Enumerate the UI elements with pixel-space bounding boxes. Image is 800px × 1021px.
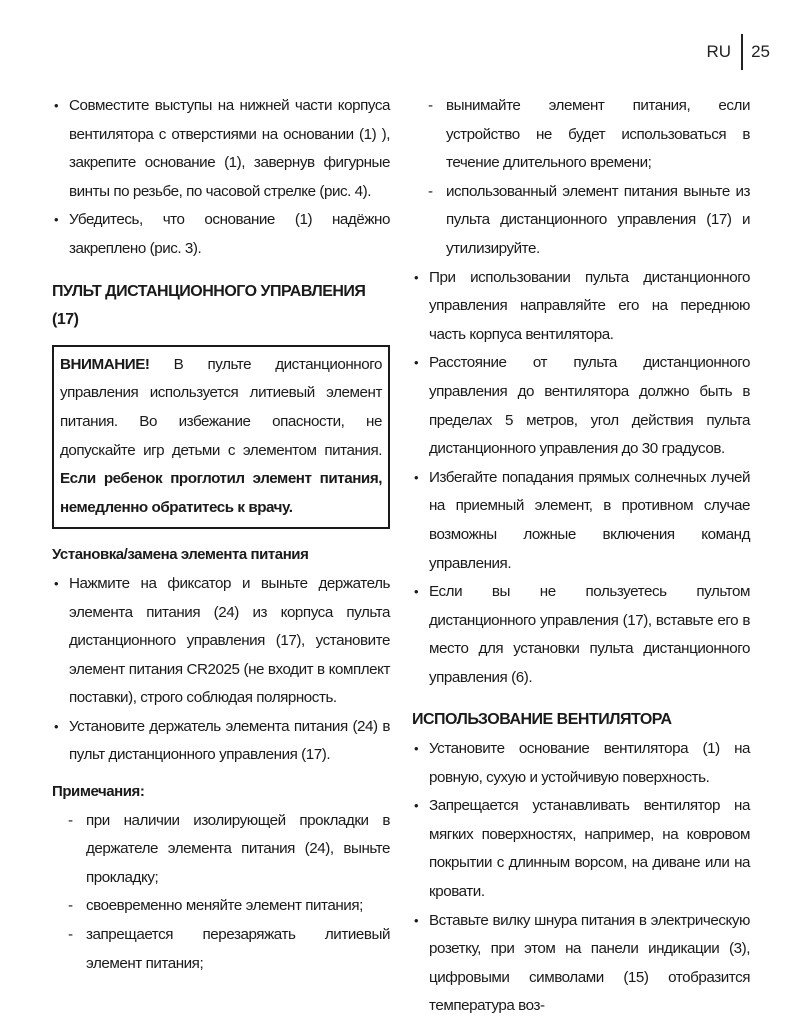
list-item: • Вставьте вилку шнура питания в электрическую розетку, при этом на панели индикации (3), цифровыми символами (15) отобразится температура воз- [412,907,750,1021]
bullet-icon: • [414,469,419,485]
bullet-icon: • [414,798,419,814]
bullet-icon: • [414,269,419,285]
battery-heading: Установка/замена элемента питания [52,546,309,564]
assembly-bullets [52,92,390,264]
list-item: • Расстояние от пульта дистанционного управления до вентилятора должно быть в пределах 5 метров, угол действия пульта дистанционного управления до 30 градусов. [412,349,750,463]
notes-list [52,807,390,979]
dash-marker: - [428,182,433,200]
list-item: • Совместите выступы на нижней части корпуса вентилятора с отверстиями на основании (1) ), закрепите основание (1), завернув фигурные винты по резьбе, по часовой стрелке (рис. 4). [52,92,390,206]
fan-usage-bullets [412,735,750,1021]
list-item: • Установите основание вентилятора (1) на ровную, сухую и устойчивую поверхность. [412,735,750,792]
bullet-icon: • [54,98,59,113]
bullet-icon: • [414,912,419,928]
bullet-icon: • [54,575,59,591]
fan-usage-heading: ИСПОЛЬЗОВАНИЕ ВЕНТИЛЯТОРА [412,711,672,729]
list-item: - своевременно меняйте элемент питания; [52,892,390,921]
language-code: RU [706,42,732,61]
warning-box [52,345,390,530]
list-item: - при наличии изолирующей прокладки в держателе элемента питания (24), выньте прокладку; [52,807,390,893]
warning-bold-text: Если ребенок проглотил элемент питания, немедленно обратитесь к врачу. [60,470,382,516]
list-item: • Избегайте попадания прямых солнечных лучей на приемный элемент, в противном случае возможны ложные включения команд управления. [412,464,750,578]
bullet-icon: • [414,584,419,600]
bullet-icon: • [54,718,59,734]
bullet-icon: • [54,212,59,228]
page-number: 25 [751,42,770,61]
warning-label: ВНИМАНИЕ! [60,355,150,373]
dash-marker: - [68,897,73,915]
list-item: • Убедитесь, что основание (1) надёжно закреплено (рис. 3). [52,206,390,263]
bullet-icon: • [414,741,419,757]
remote-usage-bullets [412,264,750,693]
list-item: - использованный элемент питания выньте из пульта дистанционного управления (17) и утилизируйте. [412,178,750,264]
list-item: - запрещается перезаряжать литиевый элемент питания; [52,921,390,978]
list-item: • Установите держатель элемента питания (24) в пульт дистанционного управления (17). [52,713,390,770]
dash-marker: - [428,97,433,114]
right-column [412,92,750,1021]
page-header [707,32,770,72]
list-item: - вынимайте элемент питания, если устройство не будет использоваться в течение длительного времени; [412,92,750,178]
notes-list-continued [412,92,750,264]
dash-marker: - [68,811,73,829]
bullet-icon: • [414,355,419,371]
remote-control-heading: ПУЛЬТ ДИСТАНЦИОННОГО УПРАВЛЕНИЯ (17) [52,282,366,329]
left-column [52,92,390,978]
list-item: • При использовании пульта дистанционного управления направляйте его на переднюю часть корпуса вентилятора. [412,264,750,350]
list-item: • Нажмите на фиксатор и выньте держатель элемента питания (24) из корпуса пульта дистанционного управления (17), установите элемент питания CR2025 (не входит в комплект поставки), строго соблюдая полярность. [52,570,390,713]
battery-bullets [52,570,390,770]
list-item: • Если вы не пользуетесь пультом дистанционного управления (17), вставьте его в место для установки пульта дистанционного управления (6). [412,578,750,692]
dash-marker: - [68,926,73,944]
warning-text: В пульте дистанционного управления используется литиевый элемент питания. Во избежание опасности, не допускайте игр детьми с элементом питания. [60,355,382,459]
list-item: • Запрещается устанавливать вентилятор на мягких поверхностях, например, на ковровом покрытии с длинным ворсом, на диване или на кровати. [412,792,750,906]
notes-heading: Примечания: [52,783,145,801]
